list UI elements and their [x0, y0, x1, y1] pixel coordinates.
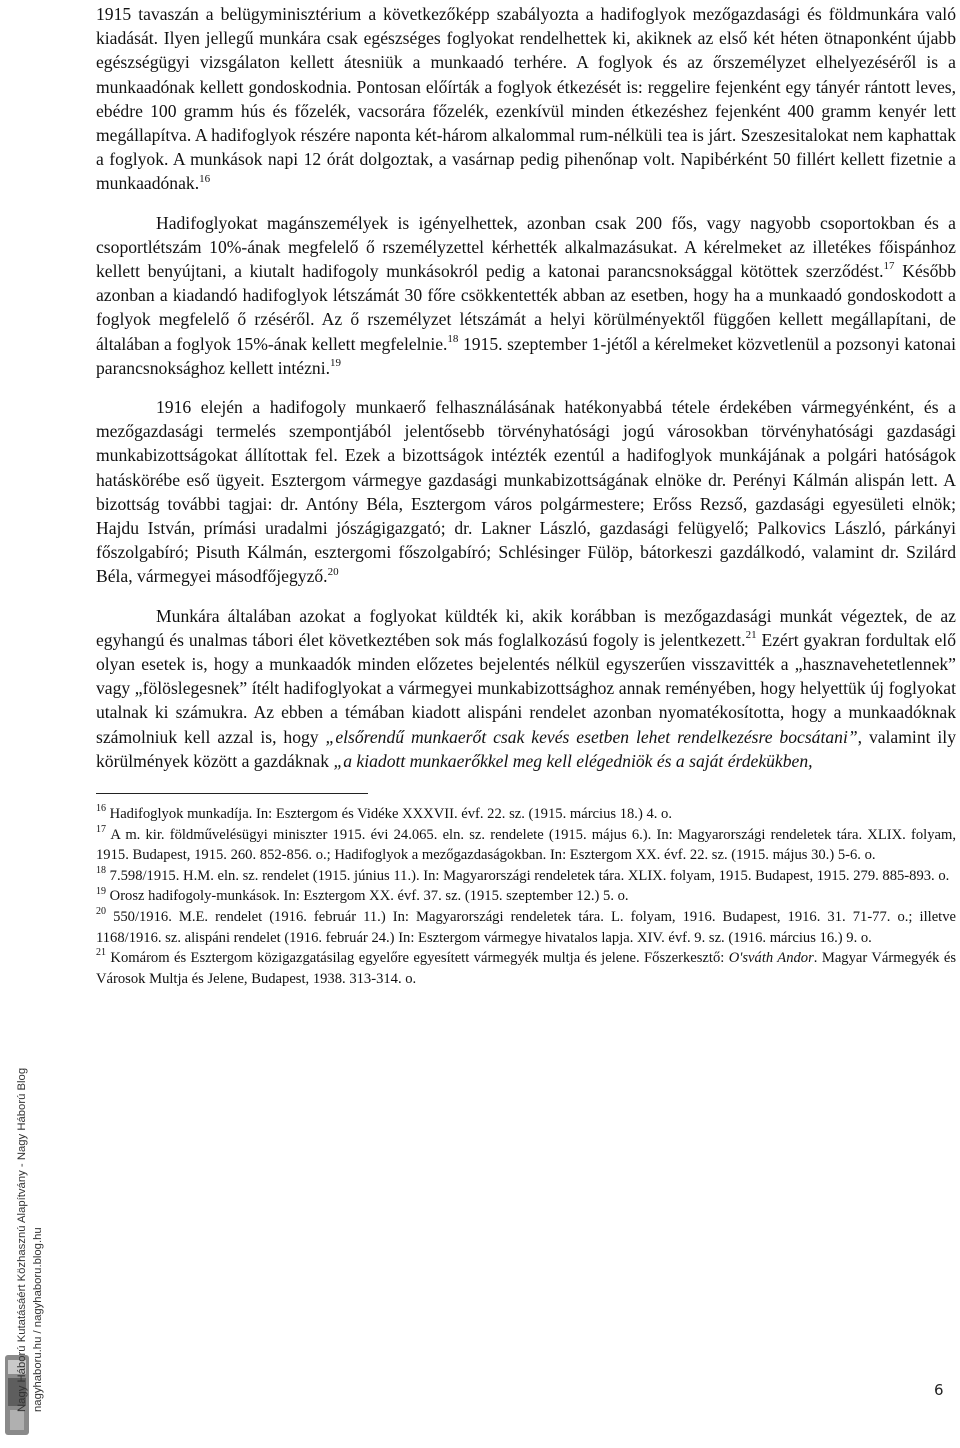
footnote-20 [96, 907, 956, 948]
footnote-text: 550/1916. M.E. rendelet (1916. február 11.) In: Magyarországi rendeletek tára. L. folyam, 1916. Budapest, 1916. 31. 71-77. o.; illetve 1168/1916. sz. alispáni rendelet (1916. február 24.) In: Esztergom vármegye hivatalos lapja. XIV. évf. 9. sz. (1916. március 16.) 9. o. [96, 909, 956, 946]
paragraph-text: Később azonban a kiadandó hadifoglyok létszámát 30 főre csökkentették abban az esetben, hogy ha a munkaadó gondoskodott a foglyok megfelelő ő rzéséről. Az ő rszemélyzet létszámát a helyi körülményektől függően kellett megállapítani, de általában a foglyok 15%-ának kellett megfelelnie. [96, 261, 956, 354]
footnote-18 [96, 866, 956, 887]
footnote-ref-21: 21 [745, 629, 757, 642]
sidebar-foundation-text: Nagy Háború Kutatásáért Közhasznú Alapítvány - Nagy Háború Blog [16, 1067, 28, 1412]
footnote-17 [96, 825, 956, 866]
paragraph-text: 1915. szeptember 1-jétől a kérelmeket közvetlenül a pozsonyi katonai parancsnoksághoz kellett intézni. [96, 333, 956, 378]
footnote-number: 16 [96, 803, 106, 815]
footnote-italic: O'sváth Andor [728, 950, 814, 967]
footnote-text: Hadifoglyok munkadíja. In: Esztergom és Vidéke XXXVII. évf. 22. sz. (1915. március 18.) 4. o. [109, 806, 673, 823]
sidebar-url-text: nagyhaboru.hu / nagyhaboru.blog.hu [32, 1227, 44, 1412]
footnote-ref-17: 17 [883, 260, 895, 273]
sidebar-watermark [0, 930, 70, 1440]
footnote-text: 7.598/1915. H.M. eln. sz. rendelet (1915. június 11.). In: Magyarországi rendeletek tára. XLIX. folyam, 1915. Budapest, 1915. 279. 885-893. o. [109, 867, 950, 884]
paragraph-3 [96, 395, 956, 589]
footnote-21 [96, 948, 956, 989]
footnote-ref-16: 16 [199, 172, 211, 185]
footnote-number: 19 [96, 885, 106, 897]
footnote-ref-18: 18 [447, 332, 459, 345]
paragraph-2 [96, 211, 956, 380]
footnote-19 [96, 886, 956, 907]
paragraph-text: Hadifoglyokat magánszemélyek is igényelhettek, azonban csak 200 fős, vagy nagyobb csoportokban és a csoportlétszám 10%-ának megfelelő ő rszemélyzettel kérhették alkalmazásukat. A kérelmeket az illetékes főispánhoz kellett benyújtani, a kiutalt hadifogoly munkásokról pedig a katonai parancsnoksággal kötöttek szerződést. [96, 212, 956, 282]
paragraph-text: , valamint ily körülmények között a gazdáknak [96, 726, 956, 771]
footnote-text: Orosz hadifogoly-munkások. In: Esztergom XX. évf. 37. sz. (1915. szeptember 12.) 5. o. [109, 888, 629, 905]
footnote-number: 18 [96, 865, 106, 877]
footnote-text: . Magyar Vármegyék és Városok Multja és Jelene, Budapest, 1938. 313-314. o. [96, 950, 956, 987]
footnotes [96, 804, 956, 989]
footnote-ref-20: 20 [327, 565, 339, 578]
footnote-text: A m. kir. földművelésügyi miniszter 1915. évi 24.065. eln. sz. rendelete (1915. május 6.). In: Magyarországi rendeletek tára. XLIX. folyam, 1915. Budapest, 1915. 260. 852-856. o.; Hadifoglyok a mezőgazdaságokban. In: Esztergom XX. évf. 22. sz. (1915. május 30.) 5-6. o. [96, 826, 956, 864]
footnote-number: 20 [96, 906, 106, 918]
paragraph-text: Munkára általában azokat a foglyokat küldték ki, akik korábban is mezőgazdasági munkát végeztek, de az egyhangú és unalmas tábori élet következtében sok más foglalkozású fogoly is jelentkezett. [96, 605, 956, 650]
quote-italic: „a kiadott munkaerőkkel meg kell elégedniök és a saját érdekükben, [333, 750, 813, 771]
footnote-text: Komárom és Esztergom közigazgatásilag egyelőre egyesített vármegyék multja és jelene. Főszerkesztő: [110, 950, 729, 967]
footnote-number: 21 [96, 947, 106, 959]
footnote-ref-19: 19 [330, 356, 342, 369]
paragraph-text: Ezért gyakran fordultak elő olyan esetek is, hogy a munkaadók minden előzetes bejelentés nélkül egyszerűen visszavitték a „hasznavehetetlennek” vagy „fölöslegesnek” ítélt hadifoglyokat a vármegyei munkabizottsághoz annak reményében, hogy helyettük új foglyokat utalnak ki számukra. Az ebben a témában kiadott alispáni rendelet azonban nyomatékosította, hogy a munkaadóknak számolniuk kell azzal is, hogy [96, 629, 956, 747]
quote-italic: „elsőrendű munkaerőt csak kevés esetben lehet rendelkezésre bocsátani” [325, 726, 858, 747]
document-page [96, 0, 956, 989]
footnote-separator [96, 793, 368, 794]
footnote-number: 17 [96, 823, 106, 835]
page-number: 6 [934, 1381, 944, 1399]
footnote-16 [96, 804, 956, 825]
paragraph-4 [96, 604, 956, 773]
paragraph-1 [96, 0, 956, 196]
paragraph-text: 1915 tavaszán a belügyminisztérium a következőképp szabályozta a hadifoglyok mezőgazdasági és földmunkára való kiadását. Ilyen jellegű munkára csak egészséges foglyokat rendelhettek ki, akiknek az első két héten ötnaponként újabb egészségügyi vizsgálaton kellett átesniük a munkaadó terhére. A foglyok és az őrszemélyzet elhelyezéséről is a munkaadónak kellett gondoskodnia. Pontosan előírták a foglyok étkezését is: reggelire fejenként egy tányér rántott leves, ebédre 100 gramm hús és főzelék, vacsorára főzelék, ezenkívül minden étkezéshez fejenként 400 gramm kenyér lett megállapítva. A hadifoglyok részére naponta két-három alkalommal rum-nélküli tea is járt. Szeszesitalokat nem kaphattak a foglyok. A munkások napi 12 órát dolgoztak, a vasárnap pedig pihenőnap volt. Napibérként 50 fillért kellett fizetnie a munkaadónak. [96, 4, 956, 194]
paragraph-text: 1916 elején a hadifogoly munkaerő felhasználásának hatékonyabbá tétele érdekében vármegyénként, és a mezőgazdasági termelés szempontjából jelentősebb törvényhatósági jogú városokban törvényhatósági gazdasági munkabizottságokat állítottak fel. Ezek a bizottságok intézték ezentúl a hadifoglyok munkájának a polgári hatóságok hatáskörébe eső ügyeit. Esztergom vármegye gazdasági munkabizottságának elnöke dr. Perényi Kálmán alispán lett. A bizottság további tagjai: dr. Antóny Béla, Esztergom város polgármestere; Erőss Rezső, gazdasági egyesületi elnök; Hajdu István, prímási uradalmi jószágigazgató; dr. Lakner László, gazdasági felügyelő; Palkovics László, párkányi főszolgabíró; Pisuth Kálmán, esztergomi főszolgabíró; Schlésinger Fülöp, bátorkeszi gazdálkodó, valamint dr. Szilárd Béla, vármegyei másodfőjegyző. [96, 397, 956, 587]
